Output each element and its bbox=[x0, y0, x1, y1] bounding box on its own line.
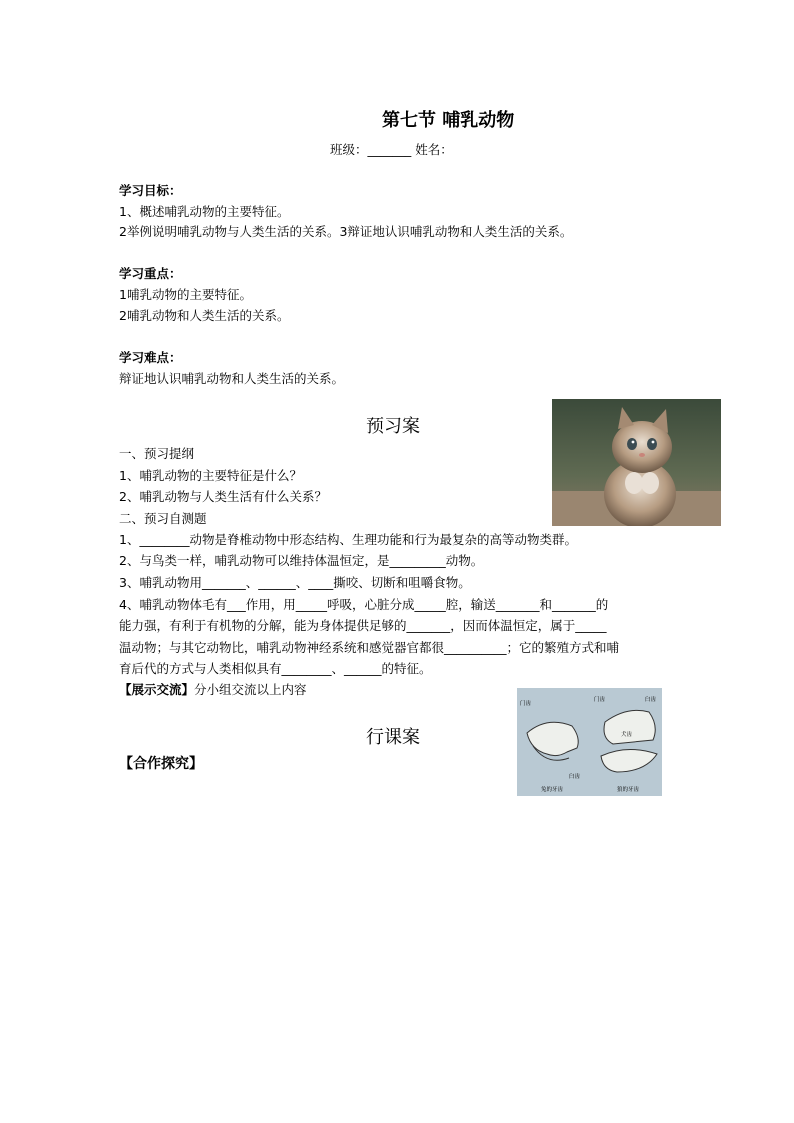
key-point-item: 2哺乳动物和人类生活的关系。 bbox=[119, 308, 290, 323]
difficulty-item: 辩证地认识哺乳动物和人类生活的关系。 bbox=[119, 371, 345, 386]
selftest-line: 2、与鸟类一样，哺乳动物可以维持体温恒定，是_________动物。 bbox=[119, 553, 484, 568]
key-points-heading: 学习重点： bbox=[119, 266, 182, 281]
difficulties-heading: 学习难点： bbox=[119, 350, 182, 365]
outline-question: 2、哺乳动物与人类生活有什么关系？ bbox=[119, 489, 327, 504]
share-text: 分小组交流以上内容 bbox=[194, 682, 307, 697]
outline-title: 一、预习提纲 bbox=[119, 446, 195, 461]
cooperative-inquiry-label: 【合作探究】 bbox=[119, 756, 203, 772]
kitten-photo bbox=[552, 399, 721, 526]
label-molar-right: 臼齿 bbox=[645, 697, 657, 703]
selftest-line: 能力强，有利于有机物的分解，能为身体提供足够的_______，因而体温恒定，属于_____ bbox=[119, 618, 607, 633]
caption-rabbit-teeth: 兔的牙齿 bbox=[541, 787, 564, 793]
objective-item: 2举例说明哺乳动物与人类生活的关系。3辩证地认识哺乳动物和人类生活的关系。 bbox=[119, 224, 573, 239]
key-point-item: 1哺乳动物的主要特征。 bbox=[119, 287, 252, 302]
teeth-figure bbox=[517, 688, 662, 796]
selftest-line: 4、哺乳动物体毛有___作用，用_____呼吸，心脏分成_____腔，输送_______和_______的 bbox=[119, 597, 609, 612]
label-canine: 犬齿 bbox=[621, 732, 633, 738]
objectives-heading: 学习目标： bbox=[119, 183, 182, 198]
selftest-line: 1、________动物是脊椎动物中形态结构、生理功能和行为最复杂的高等动物类群。 bbox=[119, 532, 577, 547]
label-incisor-right: 门齿 bbox=[594, 697, 606, 703]
selftest-title: 二、预习自测题 bbox=[119, 511, 207, 526]
selftest-line: 温动物；与其它动物比，哺乳动物神经系统和感觉器官都很__________；它的繁殖方式和哺 bbox=[119, 640, 620, 655]
label-incisor-left: 门齿 bbox=[520, 701, 532, 707]
label-molar-left: 臼齿 bbox=[569, 774, 581, 780]
selftest-line: 育后代的方式与人类相似具有________、______的特征。 bbox=[119, 661, 432, 676]
class-name-line: 班级：_______ 姓名： bbox=[330, 142, 453, 157]
page-title: 第七节 哺乳动物 bbox=[382, 110, 515, 131]
share-label: 【展示交流】 bbox=[119, 682, 195, 697]
preview-heading: 预习案 bbox=[366, 416, 420, 437]
outline-question: 1、哺乳动物的主要特征是什么？ bbox=[119, 468, 302, 483]
selftest-line: 3、哺乳动物用_______、______、____撕咬、切断和咀嚼食物。 bbox=[119, 575, 471, 590]
lesson-heading: 行课案 bbox=[366, 727, 420, 748]
objective-item: 1、概述哺乳动物的主要特征。 bbox=[119, 204, 290, 219]
share-line bbox=[119, 682, 307, 698]
caption-wolf-teeth: 狼的牙齿 bbox=[617, 787, 640, 793]
